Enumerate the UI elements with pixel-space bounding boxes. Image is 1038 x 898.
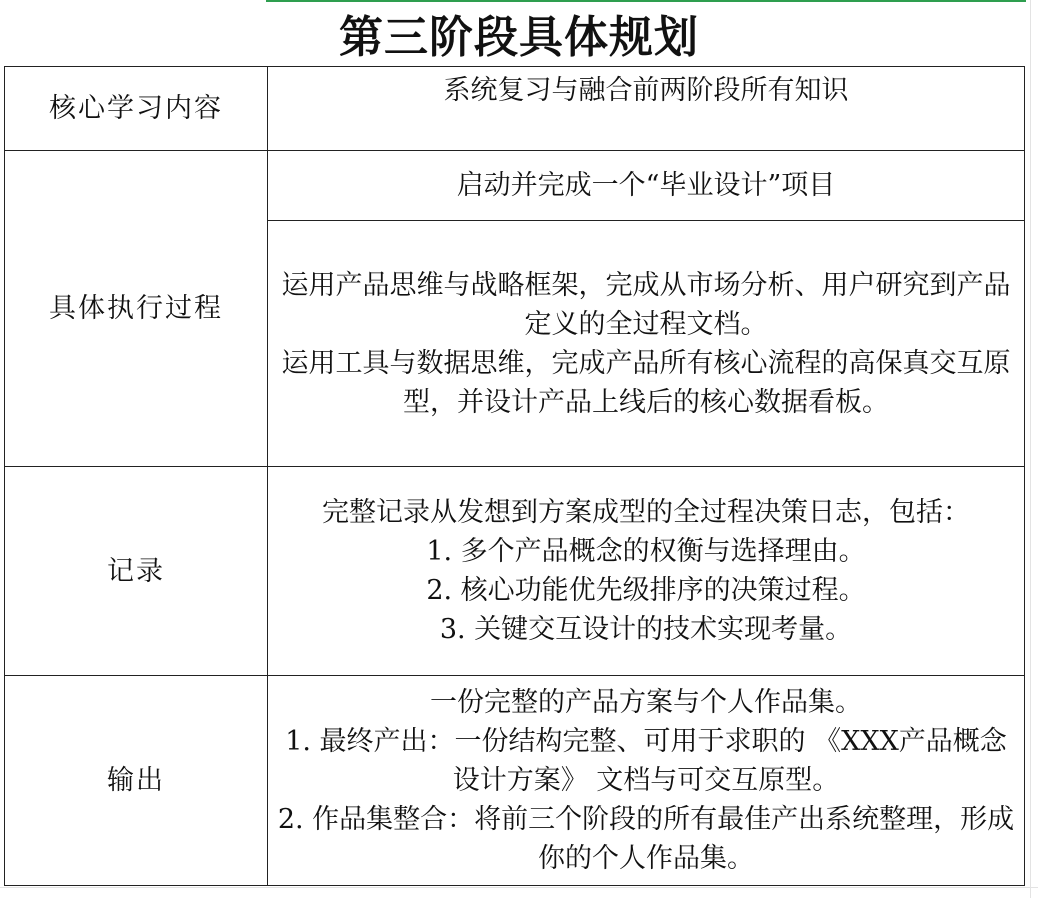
record-item: 3. 关键交互设计的技术实现考量。 <box>439 614 853 645</box>
label-record[interactable]: 记录 <box>5 467 268 676</box>
record-item: 2. 核心功能优先级排序的决策过程。 <box>426 575 866 606</box>
table-row-process <box>5 151 1025 221</box>
sheet-gridline <box>1030 0 1031 898</box>
cell-output-content[interactable] <box>268 676 1025 886</box>
process-paragraph-1: 运用产品思维与战略框架，完成从市场分析、用户研究到产品定义的全过程文档。 <box>281 269 1011 340</box>
cell-process-project[interactable]: 启动并完成一个“毕业设计”项目 <box>268 151 1025 221</box>
label-output[interactable]: 输出 <box>5 676 268 886</box>
output-item: 2. 作品集整合：将前三个阶段的所有最佳产出系统整理，形成你的个人作品集。 <box>277 804 1015 874</box>
output-intro: 一份完整的产品方案与个人作品集。 <box>430 687 862 718</box>
plan-table <box>4 66 1025 886</box>
record-item: 1. 多个产品概念的权衡与选择理由。 <box>426 536 866 567</box>
label-process[interactable]: 具体执行过程 <box>5 151 268 467</box>
sheet-gridline <box>0 887 1038 888</box>
cell-record-content[interactable] <box>268 467 1025 676</box>
table-row-output <box>5 676 1025 886</box>
table-row-core <box>5 67 1025 151</box>
output-item: 1. 最终产出：一份结构完整、可用于求职的 《XXX产品概念设计方案》 文档与可交互原型。 <box>285 726 1007 796</box>
record-intro: 完整记录从发想到方案成型的全过程决策日志，包括： <box>322 497 970 528</box>
cell-process-detail[interactable] <box>268 221 1025 467</box>
label-core[interactable]: 核心学习内容 <box>5 67 268 151</box>
table-row-record <box>5 467 1025 676</box>
page-title[interactable]: 第三阶段具体规划 <box>339 12 699 63</box>
process-paragraph-2: 运用工具与数据思维，完成产品所有核心流程的高保真交互原型，并设计产品上线后的核心数据看板。 <box>281 347 1011 418</box>
cell-core-content[interactable]: 系统复习与融合前两阶段所有知识 <box>268 67 1025 151</box>
